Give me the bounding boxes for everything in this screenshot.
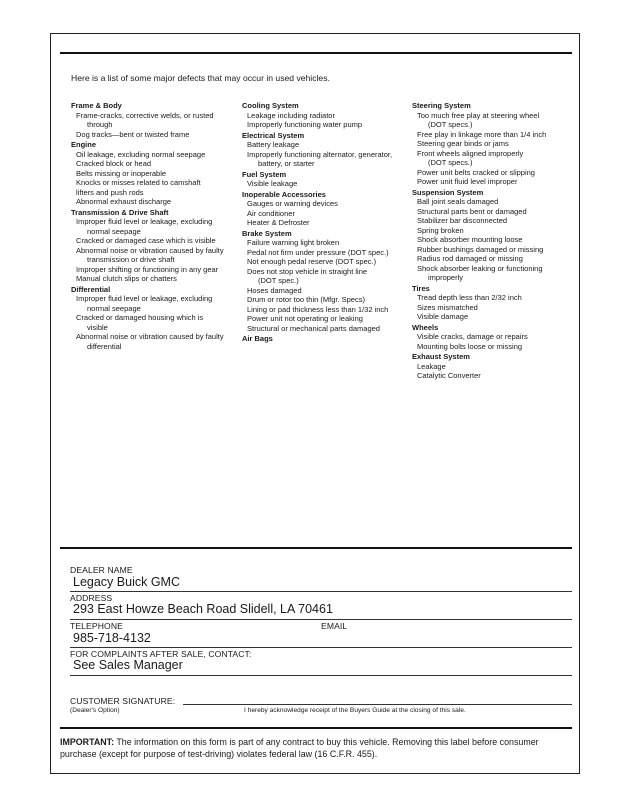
- defect-item: [242, 199, 407, 209]
- defect-item-continuation: normal seepage: [87, 226, 141, 236]
- defect-item: [412, 177, 572, 187]
- category-title: Tires: [412, 283, 430, 293]
- defect-item-text: Battery leakage: [247, 140, 300, 149]
- defect-item-text: Drum or rotor too thin (Mfgr. Specs): [247, 295, 365, 304]
- defect-item-continuation: (DOT specs.): [428, 120, 473, 129]
- category-title: Exhaust System: [412, 352, 470, 361]
- acknowledge-text: I hereby acknowledge receipt of the Buyers Guide at the closing of this sale.: [244, 707, 466, 714]
- defect-item-continuation: improperly: [428, 273, 464, 282]
- defect-item-text: Improper shifting or functioning in any gear: [76, 264, 219, 274]
- defect-item: [242, 324, 407, 334]
- defect-item: [412, 332, 572, 342]
- defect-item-text: Frame-cracks, corrective welds, or rusted: [76, 110, 214, 120]
- category-title: Fuel System: [242, 169, 287, 179]
- defect-item-text: Cracked or damaged housing which is: [76, 313, 204, 322]
- defect-item: [71, 217, 236, 236]
- defects-column-2: [242, 100, 407, 344]
- defect-item-text: Air conditioner: [247, 208, 295, 218]
- defect-item-text: Does not stop vehicle in straight line: [247, 266, 368, 276]
- defect-item: [71, 159, 236, 169]
- defect-item-continuation: battery, or starter: [258, 159, 315, 168]
- defect-item-text: lifters and push rods: [76, 187, 144, 197]
- defect-item-text: Power unit belts cracked or slipping: [417, 167, 535, 177]
- defect-category: [242, 190, 407, 228]
- defect-item-text: Hoses damaged: [247, 285, 302, 295]
- defect-item: [71, 236, 236, 246]
- defect-category: [412, 284, 572, 322]
- defect-item-text: Improperly functioning alternator, generator,: [247, 149, 393, 159]
- defect-item-text: Ball joint seals damaged: [417, 197, 499, 206]
- defect-item: [71, 274, 236, 284]
- defect-item-text: Shock absorber mounting loose: [417, 235, 523, 244]
- defect-item-continuation: visible: [87, 322, 108, 332]
- important-text: The information on this form is part of any contract to buy this vehicle. Removing this label before consumer purchase (except for purpose of test-driving) violates federal law (16 C.F.R. 455).: [60, 737, 539, 759]
- defect-item: [242, 179, 407, 189]
- defect-item-continuation: (DOT specs.): [428, 158, 473, 167]
- defect-item-continuation: transmission or drive shaft: [87, 255, 175, 264]
- defect-item: [412, 207, 572, 217]
- defect-item: [242, 150, 407, 169]
- defect-item: [242, 111, 407, 121]
- category-title: Transmission & Drive Shaft: [71, 207, 169, 217]
- defect-item-text: Cracked or damaged case which is visible: [76, 236, 216, 245]
- address-label: ADDRESS: [70, 593, 113, 603]
- defect-item-text: Not enough pedal reserve (DOT spec.): [247, 257, 377, 266]
- defect-item: [242, 238, 407, 248]
- defect-item-text: Catalytic Converter: [417, 371, 481, 380]
- defect-item-text: Spring broken: [417, 225, 464, 235]
- defect-item-text: Heater & Defroster: [247, 218, 310, 227]
- defect-item: [412, 130, 572, 140]
- defect-category: [412, 352, 572, 381]
- telephone-line: [70, 647, 572, 648]
- defect-item-text: Leakage including radiator: [247, 110, 335, 120]
- defect-item: [242, 209, 407, 219]
- defect-item: [412, 371, 572, 381]
- dealer-option-note: (Dealer's Option): [70, 707, 120, 714]
- defect-category: [412, 188, 572, 283]
- defect-category: [71, 140, 236, 207]
- defect-item: [242, 305, 407, 315]
- defects-column-1: [71, 100, 236, 351]
- defect-item-text: Cracked block or head: [76, 159, 152, 168]
- defect-item-text: Structural parts bent or damaged: [417, 206, 527, 216]
- defect-item-text: Tread depth less than 2/32 inch: [417, 293, 522, 302]
- category-title: Suspension System: [412, 187, 484, 197]
- defect-item-text: Steering gear binds or jams: [417, 139, 509, 148]
- defect-item-text: Abnormal noise or vibration caused by faulty: [76, 245, 224, 255]
- address-line: [70, 619, 572, 620]
- defect-item: [71, 332, 236, 351]
- defect-item: [412, 111, 572, 130]
- defect-item: [412, 197, 572, 207]
- address-value: 293 East Howze Beach Road Slidell, LA 70461: [73, 602, 333, 616]
- dealer-name-value: Legacy Buick GMC: [73, 575, 180, 589]
- defect-item: [242, 295, 407, 305]
- defect-item-text: Failure warning light broken: [247, 238, 340, 247]
- defect-item: [412, 149, 572, 168]
- defect-item-text: Mounting bolts loose or missing: [417, 341, 523, 351]
- defect-item-text: Too much free play at steering wheel: [417, 110, 540, 120]
- defect-category: [412, 101, 572, 187]
- dealer-section-rule: [60, 547, 572, 549]
- defect-category: [242, 101, 407, 130]
- defect-item-text: Abnormal exhaust discharge: [76, 197, 172, 206]
- complaints-value: See Sales Manager: [73, 658, 183, 672]
- defect-item: [412, 139, 572, 149]
- defect-item-continuation: normal seepage: [87, 303, 141, 313]
- defect-category: [242, 170, 407, 189]
- defect-category: [242, 131, 407, 169]
- dealer-name-line: [70, 591, 572, 592]
- signature-line[interactable]: [183, 704, 572, 705]
- defect-item-text: Improper fluid level or leakage, excluding: [76, 217, 213, 226]
- defect-item: [242, 267, 407, 286]
- defects-column-3: [412, 100, 572, 381]
- defect-item-text: Gauges or warning devices: [247, 199, 338, 208]
- defect-item: [412, 264, 572, 283]
- category-title: Frame & Body: [71, 101, 122, 110]
- defect-item: [242, 218, 407, 228]
- defect-item-continuation: (DOT spec.): [258, 276, 299, 285]
- important-rule: [60, 727, 572, 729]
- defect-item: [71, 294, 236, 313]
- intro-text: Here is a list of some major defects that may occur in used vehicles.: [71, 73, 330, 83]
- defect-item: [412, 342, 572, 352]
- category-title: Wheels: [412, 322, 439, 332]
- category-title: Electrical System: [242, 130, 305, 140]
- defect-item-text: Rubber bushings damaged or missing: [417, 244, 544, 254]
- defect-category: [242, 229, 407, 334]
- telephone-value: 985-718-4132: [73, 631, 151, 645]
- defect-item: [71, 197, 236, 207]
- defect-item: [242, 120, 407, 130]
- defect-item: [412, 245, 572, 255]
- defect-item-text: Manual clutch slips or chatters: [76, 274, 177, 283]
- defect-item: [412, 216, 572, 226]
- dealer-name-label: DEALER NAME: [70, 565, 133, 575]
- defect-item-text: Structural or mechanical parts damaged: [247, 323, 380, 333]
- important-label: IMPORTANT:: [60, 737, 115, 747]
- defect-item-text: Pedal not firm under pressure (DOT spec.): [247, 247, 389, 257]
- defect-item: [71, 150, 236, 160]
- defect-category: [71, 208, 236, 284]
- defect-item: [242, 248, 407, 258]
- email-label: EMAIL: [321, 621, 348, 631]
- defect-item: [412, 168, 572, 178]
- defect-item-text: Sizes mismatched: [417, 302, 478, 312]
- telephone-label: TELEPHONE: [70, 621, 123, 631]
- category-title: Cooling System: [242, 101, 299, 110]
- category-title: Differential: [71, 284, 111, 294]
- defect-item-text: Knocks or misses related to camshaft: [76, 178, 201, 187]
- defect-item: [71, 246, 236, 265]
- defect-item: [412, 303, 572, 313]
- defect-item-text: Power unit fluid level improper: [417, 177, 518, 186]
- defect-item-text: Improperly functioning water pump: [247, 120, 363, 129]
- defect-item-text: Front wheels aligned improperly: [417, 148, 524, 158]
- defect-item: [71, 178, 236, 188]
- defect-category: [71, 285, 236, 352]
- defect-item-text: Power unit not operating or leaking: [247, 314, 363, 323]
- defect-item: [71, 130, 236, 140]
- defect-item-text: Shock absorber leaking or functioning: [417, 263, 543, 273]
- defect-category: [242, 334, 407, 344]
- category-title: Inoperable Accessories: [242, 189, 326, 199]
- top-rule: [60, 52, 572, 54]
- customer-signature-label: CUSTOMER SIGNATURE:: [70, 696, 176, 706]
- defect-category: [412, 323, 572, 352]
- defect-item-text: Stabilizer bar disconnected: [417, 216, 508, 225]
- defect-item-continuation: differential: [87, 341, 122, 351]
- defect-item: [242, 257, 407, 267]
- defect-item-text: Free play in linkage more than 1/4 inch: [417, 129, 547, 139]
- defect-item-text: Oil leakage, excluding normal seepage: [76, 149, 206, 159]
- defect-item: [242, 140, 407, 150]
- defect-item: [71, 188, 236, 198]
- defect-item: [242, 286, 407, 296]
- defect-item-text: Radius rod damaged or missing: [417, 254, 523, 263]
- category-title: Brake System: [242, 228, 292, 238]
- defect-item-text: Lining or pad thickness less than 1/32 inch: [247, 304, 389, 314]
- defect-item: [71, 265, 236, 275]
- defect-item-continuation: through: [87, 120, 113, 129]
- defect-item-text: Visible damage: [417, 312, 469, 321]
- defect-item: [242, 314, 407, 324]
- defect-item-text: Visible cracks, damage or repairs: [417, 332, 528, 341]
- defect-item: [412, 235, 572, 245]
- defect-item: [412, 293, 572, 303]
- important-notice: [60, 736, 572, 760]
- defect-item: [412, 312, 572, 322]
- defect-item: [412, 362, 572, 372]
- category-title: Engine: [71, 140, 97, 149]
- complaints-line: [70, 675, 572, 676]
- defect-item-text: Abnormal noise or vibration caused by faulty: [76, 332, 224, 341]
- category-title: Air Bags: [242, 334, 273, 343]
- defect-item-text: Dog tracks—bent or twisted frame: [76, 129, 190, 139]
- defect-item: [71, 169, 236, 179]
- defect-item-text: Belts missing or inoperable: [76, 168, 167, 178]
- defect-category: [71, 101, 236, 139]
- complaints-label: FOR COMPLAINTS AFTER SALE, CONTACT:: [70, 649, 252, 659]
- defect-item-text: Leakage: [417, 361, 446, 371]
- category-title: Steering System: [412, 101, 471, 110]
- defect-item: [71, 313, 236, 332]
- defect-item-text: Visible leakage: [247, 179, 298, 188]
- defect-item-text: Improper fluid level or leakage, excluding: [76, 294, 213, 303]
- defect-item: [412, 254, 572, 264]
- defect-item: [71, 111, 236, 130]
- defect-item: [412, 226, 572, 236]
